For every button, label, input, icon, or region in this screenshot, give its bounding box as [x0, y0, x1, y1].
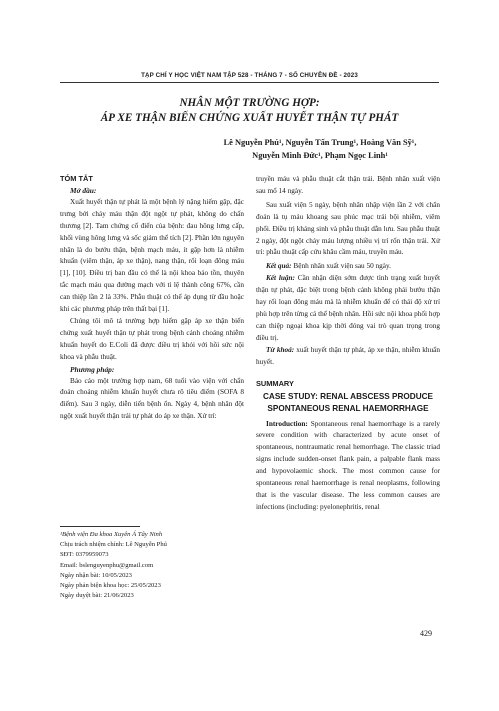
- summary-title: CASE STUDY: RENAL ABSCESS PRODUCE SPONTANEOUS RENAL HAEMORRHAGE: [263, 391, 433, 413]
- left-column: [60, 174, 244, 423]
- conclusion-paragraph: [256, 273, 440, 344]
- conclusion-label: Kết luận:: [266, 274, 295, 283]
- right-column: [256, 174, 440, 514]
- page-number: 429: [420, 629, 432, 638]
- footnote-rule: [60, 526, 140, 527]
- title-line-1: NHÂN MỘT TRƯỜNG HỢP:: [179, 97, 320, 109]
- conclusion-text: Cần nhận diện sớm được tình trạng xuất huyết thận tự phát, đặc biệt trong bệnh cảnh không phải bướu thận hay rối loạn đông máu mà là nhiễm khuẩn để có thái độ xử trí phù hợp trên từng cá thể bệnh nhân. Hồi sức nội khoa phối hợp can thiệp ngoại khoa kịp thời đóng vai trò quan trọng trong điều trị.: [256, 274, 441, 342]
- summary-intro-label: Introduction:: [266, 419, 308, 428]
- summary-intro-text: Spontaneous renal haemorrhage is a rarely severe condition with characterized by acute onset of spontaneous, nontraumatic renal hemorrhage. The classic triad signs include sudden-onset flank pain, a palpable flank mass and hypovolaemic shock. The most common cause for spontaneous renal haemorrhage is renal neoplasms, following that is the vascular disease. The less common causes are infections (including: pyelonephritis, renal: [256, 419, 440, 511]
- method-paragraph-1: Báo cáo một trường hợp nam, 68 tuổi vào viện với chẩn đoán choáng nhiễm khuẩn huyết chưa rõ tiêu điểm (SOFA 8 điểm). Sau 3 ngày, diễn tiến bệnh ổn. Ngày 4, bệnh nhân đột ngột xuất huyết thận trái tự phát do áp xe thận. Xử trí:: [60, 376, 244, 421]
- intro-label: Mở đầu:: [70, 186, 97, 195]
- method-label: Phương pháp:: [70, 364, 115, 374]
- title-line-2: ÁP XE THẬN BIẾN CHỨNG XUẤT HUYẾT THẬN TỰ PHÁT: [100, 112, 399, 124]
- keywords-text: xuất huyết thận tự phát, áp xe thận, nhiễm khuẩn huyết.: [256, 345, 441, 366]
- authors-line-1: Lê Nguyễn Phú¹, Nguyễn Tấn Trung¹, Hoàng Văn Sỹ¹,: [223, 138, 417, 147]
- result-paragraph: [256, 261, 440, 273]
- abstract-heading: TÓM TẮT: [60, 174, 93, 183]
- footnote-phone: SĐT: 0379959073: [60, 551, 109, 559]
- intro-paragraph-1: Xuất huyết thận tự phát là một bệnh lý nặng hiếm gặp, đặc trưng bởi chảy máu thận đột ngột tự phát, không do chấn thương [2]. Tam chứng cổ điển của bệnh: đau hông lưng cấp, khối vùng hông lưng và sốc giảm thể tích [2]. Phần lớn nguyên nhân là do bướu thận, bệnh mạch máu, ít gặp hơn là nhiễm khuẩn (viêm thận, áp xe thận), nang thận, rối loạn đông máu [1], [10]. Điều trị ban đầu có thể là nội khoa bảo tồn, thuyên tắc mạch máu qua đường mạch với tỉ lệ thành công 67%, cần can thiệp lần 2 là 33%. Phẫu thuật có thể áp dụng từ đầu hoặc khi các phương pháp trên thất bại [1].: [60, 197, 244, 314]
- footnote-received: Ngày nhận bài: 10/05/2023: [60, 571, 132, 579]
- footnote-accepted: Ngày duyệt bài: 21/06/2023: [60, 592, 134, 600]
- journal-header: TẠP CHÍ Y HỌC VIỆT NAM TẬP 528 - THÁNG 7 - SỐ CHUYÊN ĐỀ - 2023: [141, 72, 358, 79]
- footnote-reviewed: Ngày phản biện khoa học: 25/05/2023: [60, 582, 161, 590]
- keywords-label: Từ khoá:: [266, 345, 295, 354]
- intro-paragraph-2: Chúng tôi mô tả trường hợp hiếm gặp áp xe thận biến chứng xuất huyết thận tự phát trong bệnh cảnh choáng nhiễm khuẩn huyết do E.Coli đã được điều trị khỏi với hồi sức nội khoa và phẫu thuật.: [60, 316, 244, 361]
- header-rule: [60, 82, 439, 83]
- footnote-responsible: Chịu trách nhiệm chính: Lê Nguyễn Phú: [60, 541, 167, 549]
- result-text: Bệnh nhân xuất viện sau 50 ngày.: [293, 262, 391, 271]
- keywords-paragraph: [256, 345, 440, 369]
- authors-line-2: Nguyễn Minh Đức¹, Phạm Ngọc Linh¹: [252, 151, 388, 160]
- summary-heading: SUMMARY: [256, 378, 294, 388]
- result-label: Kết quả:: [266, 262, 292, 271]
- method-paragraph-2: Sau xuất viện 5 ngày, bệnh nhân nhập viện lần 2 với chẩn đoán là tụ máu khoang sau phúc mạc trái bội nhiễm, viêm phổi. Điều trị kháng sinh và phẫu thuật dẫn lưu. Sau phẫu thuật 2 ngày, đột ngột chảy máu lượng nhiều vị trí rốn thận trái. Xử trí: phẫu thuật cấp cứu khâu cầm máu, truyền máu.: [256, 200, 440, 257]
- footnote: [60, 530, 250, 601]
- footnote-email: Email: bslenguyenphu@gmail.com: [60, 561, 154, 569]
- method-continuation: truyền máu và phẫu thuật cắt thận trái. Bệnh nhân xuất viện sau mổ 14 ngày.: [256, 175, 440, 195]
- summary-intro-paragraph: [256, 419, 440, 514]
- footnote-affiliation: ¹Bệnh viện Đa khoa Xuyên Á Tây Ninh: [60, 531, 163, 538]
